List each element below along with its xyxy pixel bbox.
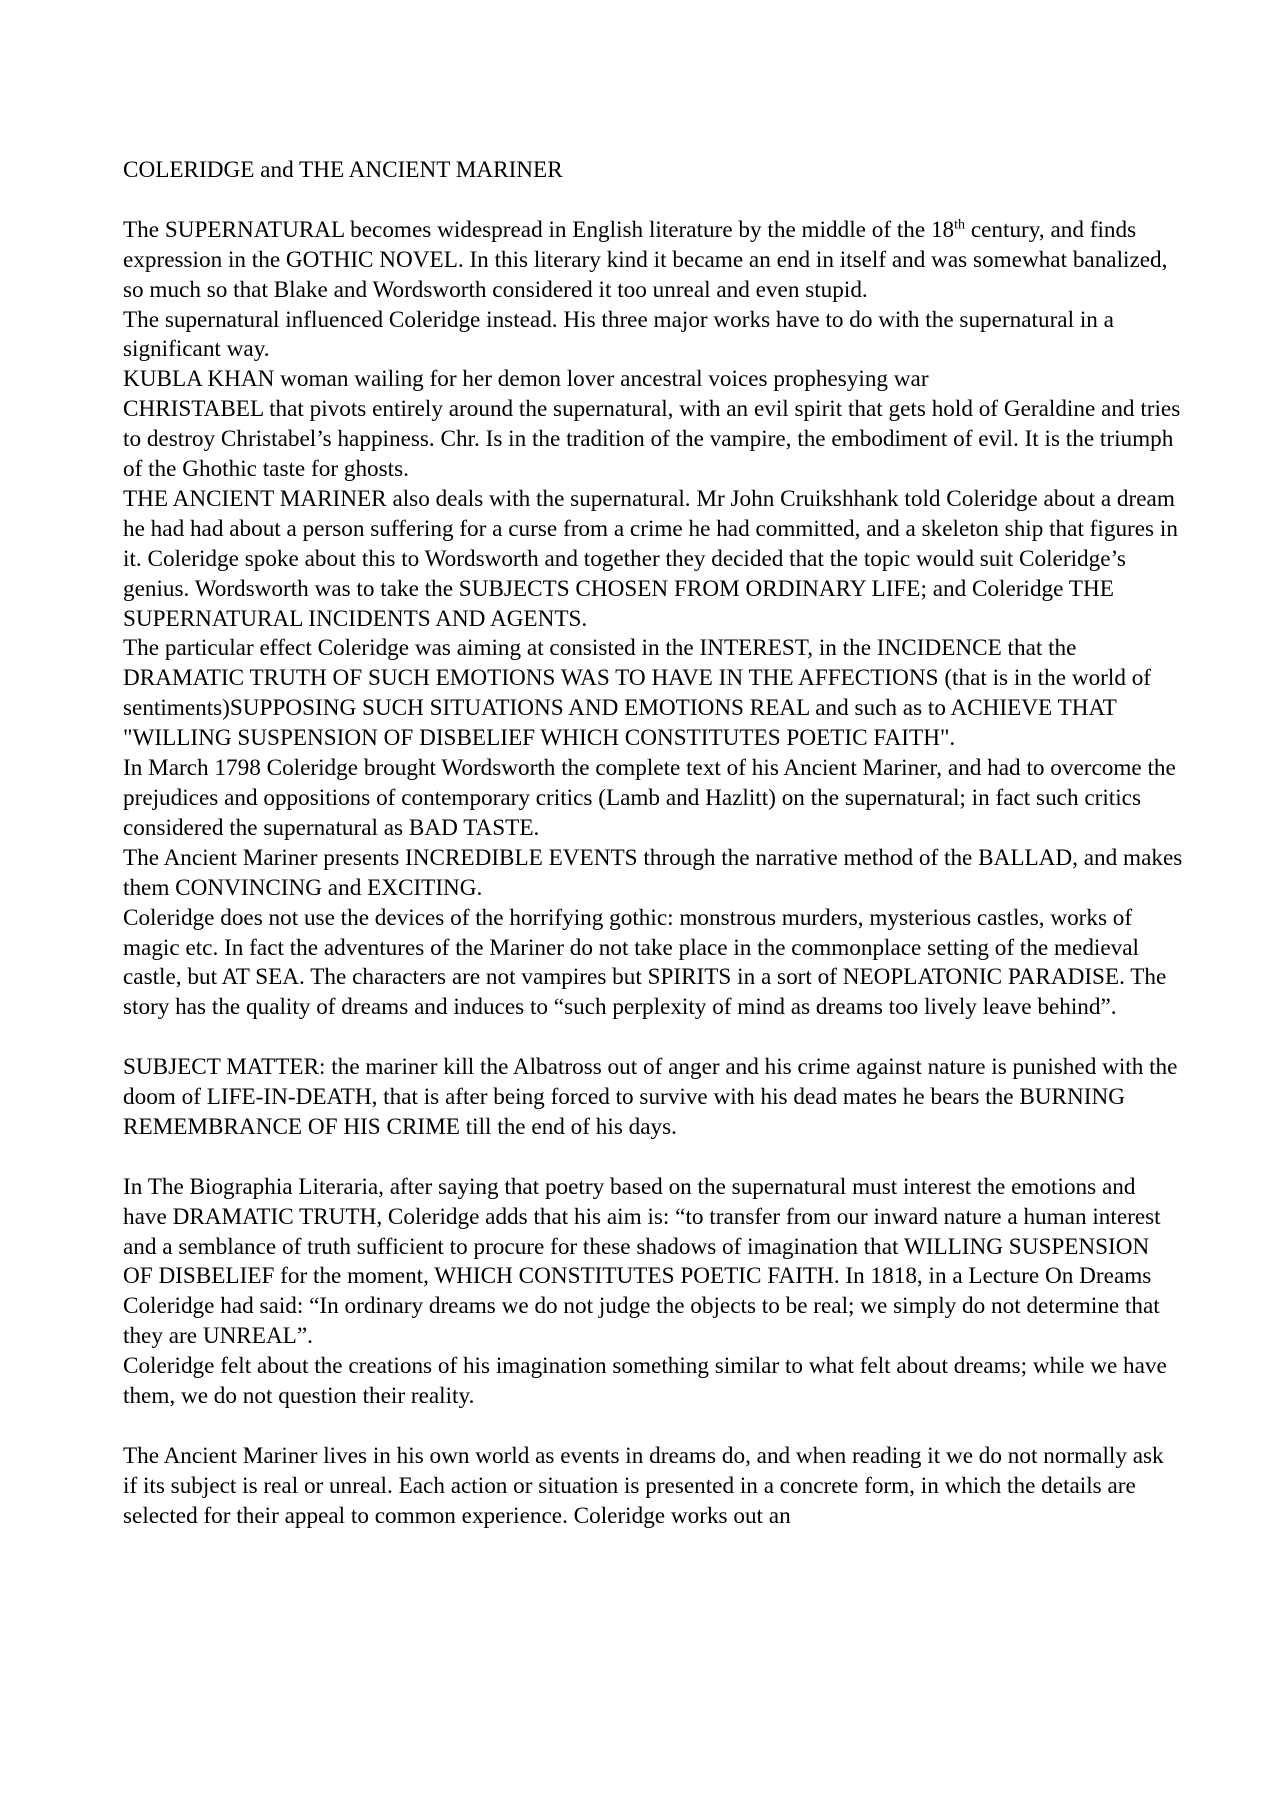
paragraph-effect: The particular effect Coleridge was aiming at consisted in the INTEREST, in the INCIDENCE that the DRAMATIC TRUTH OF SUCH EMOTIONS WAS TO HAVE IN THE AFFECTIONS (that is in the world of sentiments)SUPPOSING SUCH SITUATIONS AND EMOTIONS REAL and such as to ACHIEVE THAT "WILLING SUSPENSION OF DISBELIEF WHICH CONSTITUTES POETIC FAITH". bbox=[123, 635, 1152, 752]
paragraph-supernatural-intro bbox=[123, 216, 1183, 306]
document-body bbox=[123, 156, 1183, 1532]
paragraph-christabel: CHRISTABEL that pivots entirely around the supernatural, with an evil spirit that gets hold of Geraldine and tries to destroy Christabel’s happiness. Chr. Is in the tradition of the vampire, the embodiment of evil. It is the triumph of the Ghothic taste for ghosts. bbox=[123, 396, 1181, 483]
paragraph-coleridge-influence: The supernatural influenced Coleridge instead. His three major works have to do with the supernatural in a significant way. bbox=[123, 306, 1114, 363]
paragraph-text: The SUPERNATURAL becomes widespread in English literature by the middle of the 18 bbox=[123, 216, 955, 243]
paragraph-incredible-events: The Ancient Mariner presents INCREDIBLE EVENTS through the narrative method of the BALLAD, and makes them CONVINCING and EXCITING. bbox=[123, 844, 1183, 901]
paragraph-text: century, and finds expression in the GOTHIC NOVEL. In this literary kind it became an end in itself and was somewhat banalized, so much so that Blake and Wordsworth considered it too unreal and even stupid. bbox=[123, 216, 1168, 303]
paragraph-march-1798: In March 1798 Coleridge brought Wordsworth the complete text of his Ancient Mariner, and had to overcome the prejudices and oppositions of contemporary critics (Lamb and Hazlitt) on the supernatural; in fact such critics considered the supernatural as BAD TASTE. bbox=[123, 755, 1176, 841]
paragraph-biographia-literaria: In The Biographia Literaria, after saying that poetry based on the supernatural must interest the emotions and have DRAMATIC TRUTH, Coleridge adds that his aim is: “to transfer from our inward nature a human interest and a semblance of truth sufficient to procure for these shadows of imagination that WILLING SUSPENSION OF DISBELIEF for the moment, WHICH CONSTITUTES POETIC FAITH. In 1818, in a Lecture On Dreams Coleridge had said: “In ordinary dreams we do not judge the objects to be real; we simply do not determine that they are UNREAL”. bbox=[123, 1173, 1161, 1350]
paragraph-creations-imagination: Coleridge felt about the creations of his imagination something similar to what felt about dreams; while we have them, we do not question their reality. bbox=[123, 1353, 1167, 1410]
paragraph-subject-matter: SUBJECT MATTER: the mariner kill the Albatross out of anger and his crime against nature is punished with the doom of LIFE-IN-DEATH, that is after being forced to survive with his dead mates he bears the BURNING REMEMBRANCE OF HIS CRIME till the end of his days. bbox=[123, 1054, 1178, 1140]
paragraph-gothic-devices: Coleridge does not use the devices of the horrifying gothic: monstrous murders, mysterious castles, works of magic etc. In fact the adventures of the Mariner do not take place in the commonplace setting of the medieval castle, but AT SEA. The characters are not vampires but SPIRITS in a sort of NEOPLATONIC PARADISE. The story has the quality of dreams and induces to “such perplexity of mind as dreams too lively leave behind”. bbox=[123, 904, 1167, 1021]
paragraph-ancient-mariner: THE ANCIENT MARINER also deals with the supernatural. Mr John Cruikshhank told Coleridge about a dream he had had about a person suffering for a curse from a crime he had committed, and a skeleton ship that figures in it. Coleridge spoke about this to Wordsworth and together they decided that the topic would suit Coleridge’s genius. Wordsworth was to take the SUBJECTS CHOSEN FROM ORDINARY LIFE; and Coleridge THE SUPERNATURAL INCIDENTS AND AGENTS. bbox=[123, 485, 1178, 632]
paragraph-own-world: The Ancient Mariner lives in his own world as events in dreams do, and when reading it we do not normally ask if its subject is real or unreal. Each action or situation is presented in a concrete form, in which the details are selected for their appeal to common experience. Coleridge works out an bbox=[123, 1442, 1164, 1529]
document-title: COLERIDGE and THE ANCIENT MARINER bbox=[123, 157, 563, 183]
ordinal-suffix: th bbox=[954, 217, 966, 233]
paragraph-kubla-khan: KUBLA KHAN woman wailing for her demon lover ancestral voices prophesying war bbox=[123, 366, 929, 393]
